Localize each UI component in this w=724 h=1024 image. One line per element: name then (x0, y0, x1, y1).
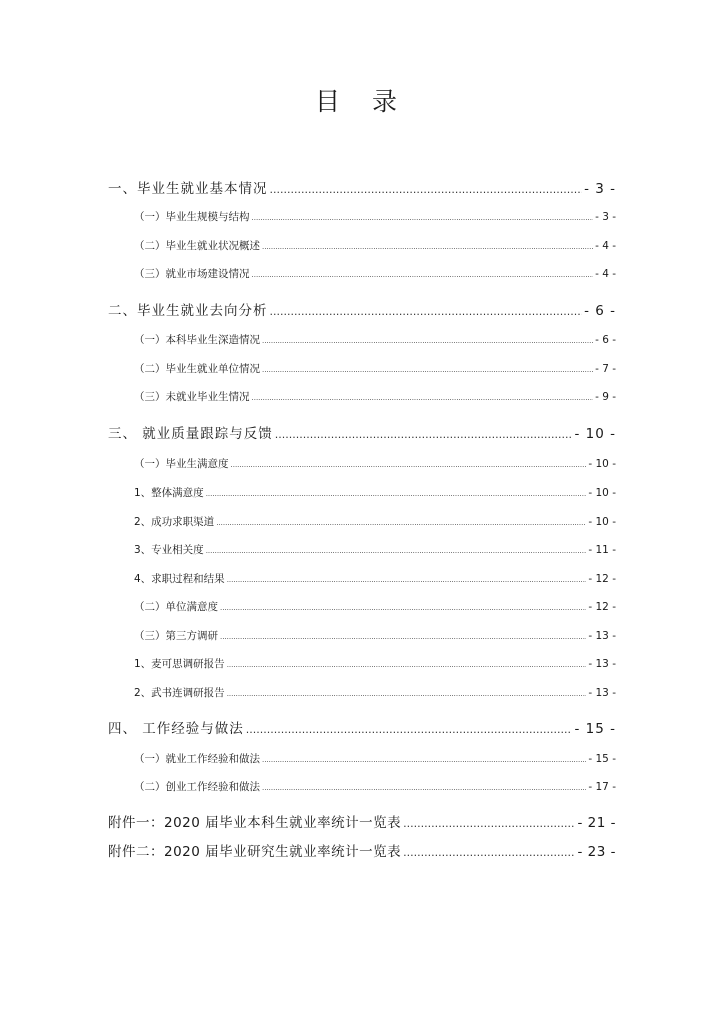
toc-entry[interactable] (134, 485, 616, 500)
toc-entry-label: （三）就业市场建设情况 (134, 268, 250, 280)
toc-entry[interactable] (134, 332, 616, 347)
toc-entry-page: - 4 - (595, 268, 616, 280)
toc-entry[interactable] (134, 779, 616, 794)
toc-entry-page: - 3 - (584, 181, 616, 197)
toc-entry-label: （二）毕业生就业状况概述 (134, 240, 260, 252)
dot-leader (227, 690, 587, 698)
toc-entry[interactable] (134, 685, 616, 700)
toc-entry-page: - 17 - (588, 781, 616, 793)
toc-entry-page: - 4 - (595, 240, 616, 252)
toc-entry-label: 附件二：2020 届毕业研究生就业率统计一览表 (108, 844, 402, 860)
toc-entry-page: - 23 - (577, 844, 616, 860)
toc-entry[interactable] (134, 361, 616, 376)
toc-entry[interactable] (134, 628, 616, 643)
toc-entry-page: - 12 - (588, 601, 616, 613)
toc-entry-page: - 3 - (595, 211, 616, 223)
toc-entry-label: （三）未就业毕业生情况 (134, 391, 250, 403)
toc-entry-label: （一）毕业生满意度 (134, 458, 229, 470)
toc-entry-page: - 10 - (588, 487, 616, 499)
toc-entry[interactable] (134, 542, 616, 557)
dot-leader (270, 183, 583, 196)
toc-entry-label: （三）第三方调研 (134, 630, 218, 642)
toc-entry-label: （一）就业工作经验和做法 (134, 753, 260, 765)
dot-leader (403, 817, 575, 830)
toc-entry-label: 四、 工作经验与做法 (108, 721, 244, 737)
toc-entry[interactable] (134, 456, 616, 471)
dot-leader (262, 756, 586, 764)
dot-leader (220, 604, 586, 612)
toc-entry[interactable] (108, 177, 616, 197)
toc-entry[interactable] (134, 238, 616, 253)
dot-leader (252, 214, 594, 222)
toc-entry-page: - 13 - (588, 687, 616, 699)
toc-entry-page: - 13 - (588, 658, 616, 670)
dot-leader (206, 547, 587, 555)
toc-entry-label: 二、毕业生就业去向分析 (108, 303, 268, 319)
dot-leader (206, 490, 587, 498)
page-title: 目 录 (315, 87, 409, 116)
toc-entry-label: 3、专业相关度 (134, 544, 204, 556)
toc-entry[interactable] (108, 717, 616, 737)
toc-entry-label: 2、成功求职渠道 (134, 516, 215, 528)
toc-entry-page: - 15 - (574, 721, 616, 737)
toc-entry[interactable] (134, 751, 616, 766)
dot-leader (270, 305, 583, 318)
dot-leader (262, 337, 593, 345)
dot-leader (262, 784, 586, 792)
toc-entry-page: - 7 - (595, 363, 616, 375)
dot-leader (252, 271, 594, 279)
toc-entry-label: 2、武书连调研报告 (134, 687, 225, 699)
toc-entry[interactable] (134, 599, 616, 614)
dot-leader (231, 461, 587, 469)
dot-leader (262, 243, 593, 251)
toc-entry-label: （二）创业工作经验和做法 (134, 781, 260, 793)
toc-entry-label: 一、毕业生就业基本情况 (108, 181, 268, 197)
toc-entry-page: - 12 - (588, 573, 616, 585)
dot-leader (227, 661, 587, 669)
toc-entry-page: - 10 - (588, 458, 616, 470)
toc-entry-label: 三、 就业质量跟踪与反馈 (108, 426, 273, 442)
toc-entry-page: - 6 - (595, 334, 616, 346)
toc-entry-page: - 15 - (588, 753, 616, 765)
toc-entry[interactable] (108, 299, 616, 319)
toc-entry-page: - 11 - (588, 544, 616, 556)
dot-leader (262, 366, 593, 374)
dot-leader (227, 576, 587, 584)
toc-entry-page: - 10 - (588, 516, 616, 528)
dot-leader (246, 723, 573, 736)
toc-entry-label: 1、麦可思调研报告 (134, 658, 225, 670)
dot-leader (216, 519, 586, 527)
toc-entry[interactable] (134, 209, 616, 224)
toc-entry[interactable] (134, 389, 616, 404)
toc-entry[interactable] (134, 571, 616, 586)
toc-entry-page: - 13 - (588, 630, 616, 642)
toc-entry[interactable] (108, 840, 616, 860)
dot-leader (252, 394, 594, 402)
toc-entry-label: （二）毕业生就业单位情况 (134, 363, 260, 375)
toc-entry-label: （一）毕业生规模与结构 (134, 211, 250, 223)
toc-entry[interactable] (134, 266, 616, 281)
toc-entry[interactable] (134, 656, 616, 671)
toc-entry[interactable] (108, 422, 616, 442)
toc-entry-label: 附件一：2020 届毕业本科生就业率统计一览表 (108, 815, 402, 831)
toc-entry-label: （一）本科毕业生深造情况 (134, 334, 260, 346)
toc-entry-page: - 9 - (595, 391, 616, 403)
toc-entry[interactable] (108, 811, 616, 831)
dot-leader (220, 633, 586, 641)
toc-entry[interactable] (134, 514, 616, 529)
dot-leader (275, 428, 573, 441)
toc-entry-page: - 6 - (584, 303, 616, 319)
toc-entry-label: 1、整体满意度 (134, 487, 204, 499)
toc-entry-page: - 10 - (574, 426, 616, 442)
dot-leader (403, 846, 575, 859)
toc-entry-label: （二）单位满意度 (134, 601, 218, 613)
toc-entry-page: - 21 - (577, 815, 616, 831)
toc-entry-label: 4、求职过程和结果 (134, 573, 225, 585)
